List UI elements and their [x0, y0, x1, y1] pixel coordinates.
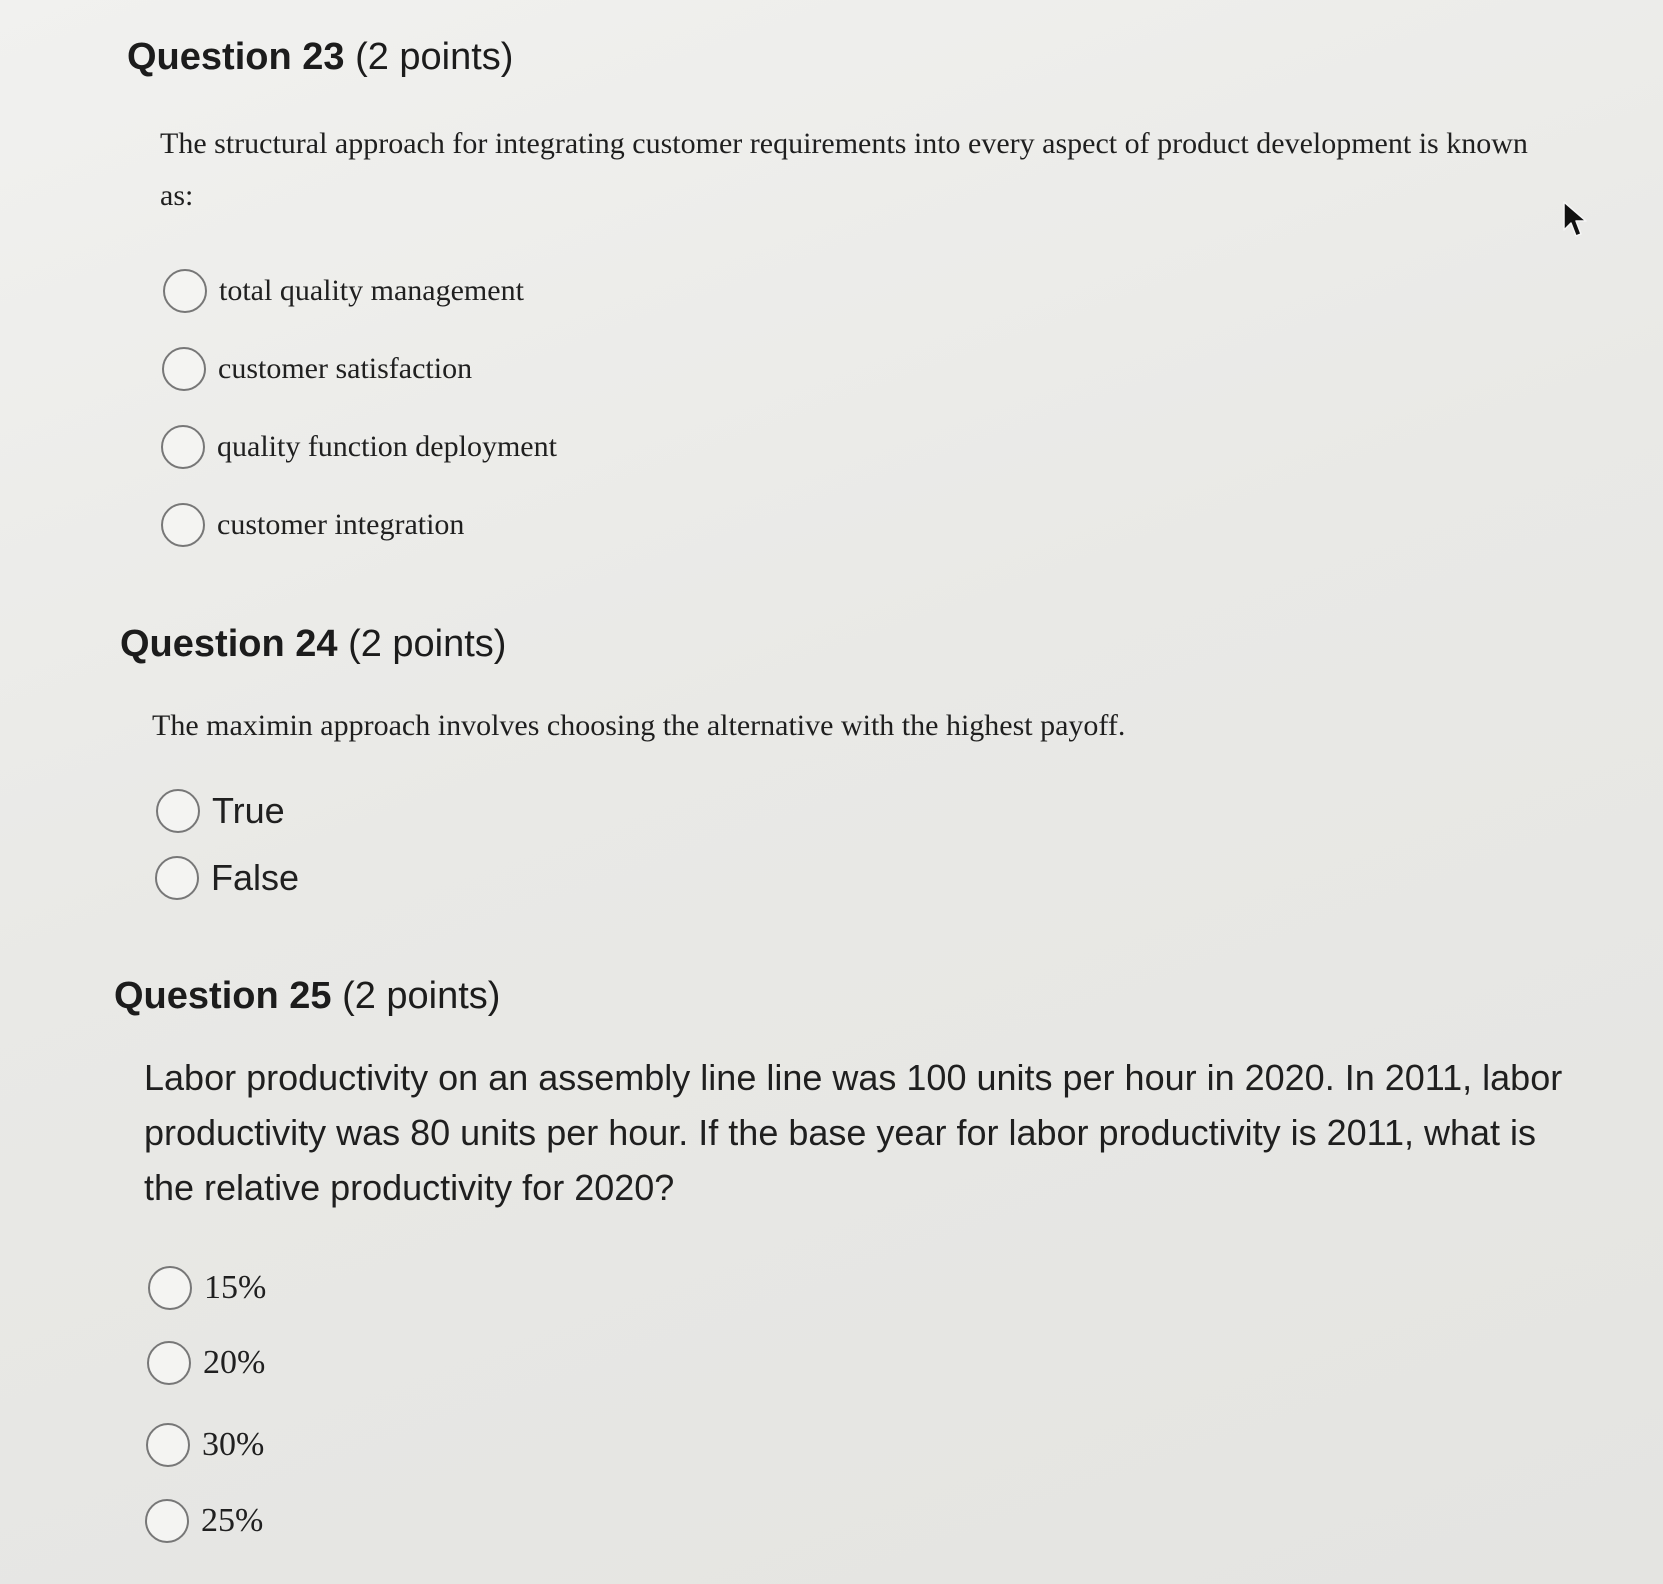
radio-circle-icon[interactable]	[145, 1499, 189, 1543]
option-customer-integration[interactable]	[161, 503, 464, 547]
option-label: True	[212, 790, 285, 831]
option-label: False	[211, 857, 300, 898]
option-label: quality function deployment	[217, 430, 557, 463]
question-number: Question 24	[120, 623, 338, 665]
option-label: 30%	[202, 1426, 265, 1463]
radio-circle-icon[interactable]	[147, 1341, 191, 1385]
option-20-percent[interactable]	[147, 1341, 265, 1385]
question-points: (2 points)	[348, 623, 507, 665]
option-customer-satisfaction[interactable]	[162, 347, 472, 391]
option-label: total quality management	[219, 274, 524, 307]
question-24-heading	[120, 623, 506, 666]
option-total-quality-management[interactable]	[163, 269, 524, 313]
question-25-heading	[114, 975, 500, 1018]
question-points: (2 points)	[342, 975, 501, 1017]
option-label: customer satisfaction	[218, 352, 473, 385]
option-label: customer integration	[217, 508, 465, 541]
option-15-percent[interactable]	[148, 1266, 266, 1310]
question-25-prompt: Labor productivity on an assembly line line was 100 units per hour in 2020. In 2011, labor productivity was 80 units per hour. If the base year for labor productivity is 2011, what is the relative productivity for 2020?	[144, 1057, 1563, 1208]
option-false[interactable]	[155, 856, 299, 900]
option-30-percent[interactable]	[146, 1423, 264, 1467]
radio-circle-icon[interactable]	[155, 856, 199, 900]
radio-circle-icon[interactable]	[162, 347, 206, 391]
question-23-heading	[127, 36, 513, 79]
radio-circle-icon[interactable]	[146, 1423, 190, 1467]
radio-circle-icon[interactable]	[161, 503, 205, 547]
question-number: Question 25	[114, 975, 332, 1017]
option-quality-function-deployment[interactable]	[161, 425, 557, 469]
question-24-prompt: The maximin approach involves choosing the alternative with the highest payoff.	[152, 709, 1126, 742]
radio-circle-icon[interactable]	[156, 789, 200, 833]
option-label: 20%	[203, 1344, 266, 1381]
question-number: Question 23	[127, 36, 345, 78]
option-true[interactable]	[156, 789, 285, 833]
option-label: 25%	[201, 1502, 264, 1539]
mouse-pointer-icon	[1562, 200, 1588, 240]
option-25-percent[interactable]	[145, 1499, 263, 1543]
radio-circle-icon[interactable]	[161, 425, 205, 469]
option-label: 15%	[204, 1269, 267, 1306]
radio-circle-icon[interactable]	[148, 1266, 192, 1310]
question-points: (2 points)	[355, 36, 514, 78]
radio-circle-icon[interactable]	[163, 269, 207, 313]
question-23-prompt: The structural approach for integrating customer requirements into every aspect of product development is known as:	[160, 127, 1528, 212]
